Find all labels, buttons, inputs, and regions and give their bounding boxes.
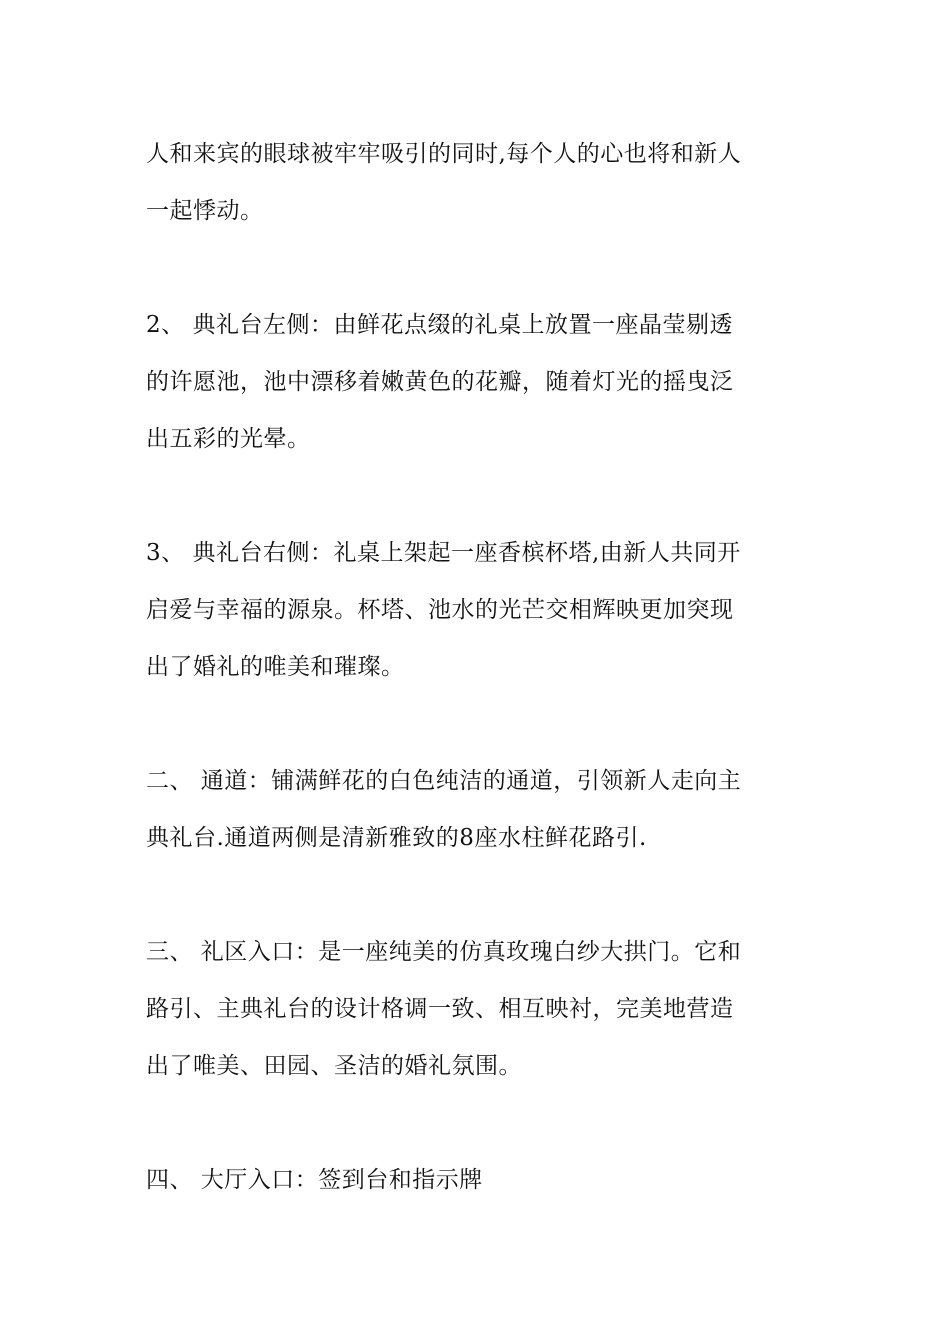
text-line: 启爱与幸福的源泉。杯塔、池水的光芒交相辉映更加突现: [146, 597, 734, 623]
text-line: 2、 典礼台左侧：由鲜花点缀的礼桌上放置一座晶莹剔透: [146, 312, 733, 338]
text-line: 典礼台.通道两侧是清新雅致的8座水柱鲜花路引.: [146, 825, 647, 851]
text-line: 二、 通道：铺满鲜花的白色纯洁的通道，引领新人走向主: [146, 768, 742, 794]
text-line: 四、 大厅入口：签到台和指示牌: [146, 1167, 483, 1193]
text-line: 一起悸动。: [146, 198, 264, 224]
text-line: 路引、主典礼台的设计格调一致、相互映衬，完美地营造: [146, 996, 734, 1022]
text-line: 出了唯美、田园、圣洁的婚礼氛围。: [146, 1053, 522, 1079]
text-line: 人和来宾的眼球被牢牢吸引的同时,每个人的心也将和新人: [146, 141, 742, 167]
text-line: 三、 礼区入口：是一座纯美的仿真玫瑰白纱大拱门。它和: [146, 939, 742, 965]
text-line: 的许愿池，池中漂移着嫩黄色的花瓣，随着灯光的摇曳泛: [146, 369, 734, 395]
text-line: 3、 典礼台右侧：礼桌上架起一座香槟杯塔,由新人共同开: [146, 540, 741, 566]
text-line: 出了婚礼的唯美和璀璨。: [146, 654, 405, 680]
text-line: 出五彩的光晕。: [146, 426, 311, 452]
